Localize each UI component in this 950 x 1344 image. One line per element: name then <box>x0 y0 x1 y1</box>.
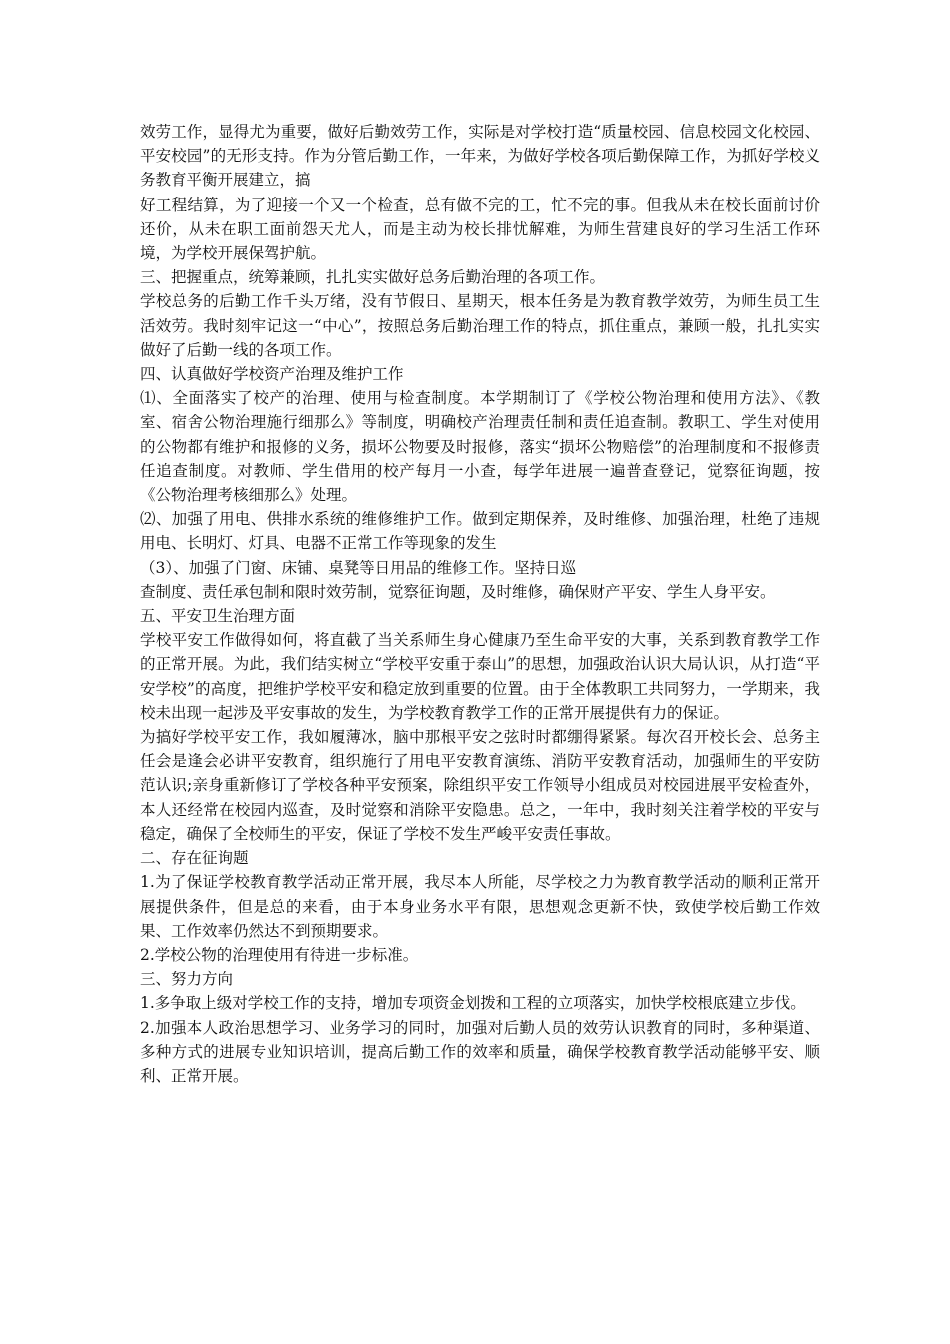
paragraph-safety-measures: 为搞好学校平安工作，我如履薄冰，脑中那根平安之弦时时都绷得紧紧。每次召开校长会、总务主任会是逢会必讲平安教育，组织施行了用电平安教育演练、消防平安教育活动，加强师生的平安防范认识;亲身重新修订了学校各种平安预案，除组织平安工作领导小组成员对校园进展平安检查外，本人还经常在校园内巡查，及时觉察和消除平安隐患。总之，一年中，我时刻关注着学校的平安与稳定，确保了全校师生的平安，保证了学校不发生严峻平安责任事故。 <box>140 728 820 843</box>
paragraph-project-settlement: 好工程结算，为了迎接一个又一个检查，总有做不完的工，忙不完的事。但我从未在校长面前讨价还价，从未在职工面前怨天尤人，而是主动为校长排忧解难，为师生营建良好的学习生活工作环境，为学校开展保驾护航。 <box>140 195 820 263</box>
paragraph-service-work: 效劳工作，显得尤为重要，做好后勤效劳工作，实际是对学校打造“质量校园、信息校园文化校园、平安校园”的无形支持。作为分管后勤工作，一年来，为做好学校各项后勤保障工作，为抓好学校义务教育平衡开展建立，搞 <box>140 123 820 190</box>
paragraph-asset-management-2: ⑵、加强了用电、供排水系统的维修维护工作。做到定期保养，及时维修、加强治理，杜绝了违规用电、长明灯、灯具、电器不正常工作等现象的发生 <box>140 510 820 553</box>
section-heading-4: 四、认真做好学校资产治理及维护工作 <box>140 365 404 384</box>
paragraph-direction-1: 1.多争取上级对学校工作的支持，增加专项资金划拨和工程的立项落实，加快学校根底建立步伐。 <box>140 994 806 1013</box>
section-heading-5: 五、平安卫生治理方面 <box>140 607 296 626</box>
paragraph-direction-2: 2.加强本人政治思想学习、业务学习的同时，加强对后勤人员的效劳认识教育的同时，多种渠道、多种方式的进展专业知识培训，提高后勤工作的效率和质量，确保学校教育教学活动能够平安、顺利、正常开展。 <box>140 1018 820 1085</box>
paragraph-safety-work: 学校平安工作做得如何，将直截了当关系师生身心健康乃至生命平安的大事，关系到教育教学工作的正常开展。为此，我们结实树立“学校平安重于泰山”的思想，加强政治认识大局认识，从打造“平安学校”的高度，把维护学校平安和稳定放到重要的位置。由于全体教职工共同努力，一学期来，我校未出现一起涉及平安事故的发生，为学校教育教学工作的正常开展提供有力的保证。 <box>140 631 820 722</box>
paragraph-problem-2: 2.学校公物的治理使用有待进一步标准。 <box>140 945 419 964</box>
paragraph-asset-management-1: ⑴、全面落实了校产的治理、使用与检查制度。本学期制订了《学校公物治理和使用方法》、《教室、宿舍公物治理施行细那么》等制度，明确校产治理责任制和责任追查制。教职工、学生对使用的公物都有维护和报修的义务，损坏公物要及时报修，落实“损坏公物赔偿”的治理制度和不报修责任追查制度。对教师、学生借用的校产每月一小查，每学年进展一遍普查登记，觉察征询题，按《公物治理考核细那么》处理。 <box>140 389 820 505</box>
section-heading-direction: 三、努力方向 <box>140 970 234 989</box>
document-body <box>140 120 820 1088</box>
paragraph-asset-management-3: （3）、加强了门窗、床铺、桌凳等日用品的维修工作。坚持日巡 <box>140 558 577 577</box>
section-heading-3: 三、把握重点，统筹兼顾，扎扎实实做好总务后勤治理的各项工作。 <box>140 268 606 287</box>
paragraph-logistics-tasks: 学校总务的后勤工作千头万绪，没有节假日、星期天，根本任务是为教育教学效劳，为师生员工生活效劳。我时刻牢记这一“中心”，按照总务后勤治理工作的特点，抓住重点，兼顾一般，扎扎实实做好了后勤一线的各项工作。 <box>140 292 820 359</box>
paragraph-inspection-system: 查制度、责任承包制和限时效劳制，觉察征询题，及时维修，确保财产平安、学生人身平安。 <box>140 582 776 601</box>
section-heading-problems: 二、存在征询题 <box>140 849 249 868</box>
paragraph-problem-1: 1.为了保证学校教育教学活动正常开展，我尽本人所能，尽学校之力为教育教学活动的顺利正常开展提供条件，但是总的来看，由于本身业务水平有限，思想观念更新不快，致使学校后勤工作效果、工作效率仍然达不到预期要求。 <box>140 873 820 940</box>
